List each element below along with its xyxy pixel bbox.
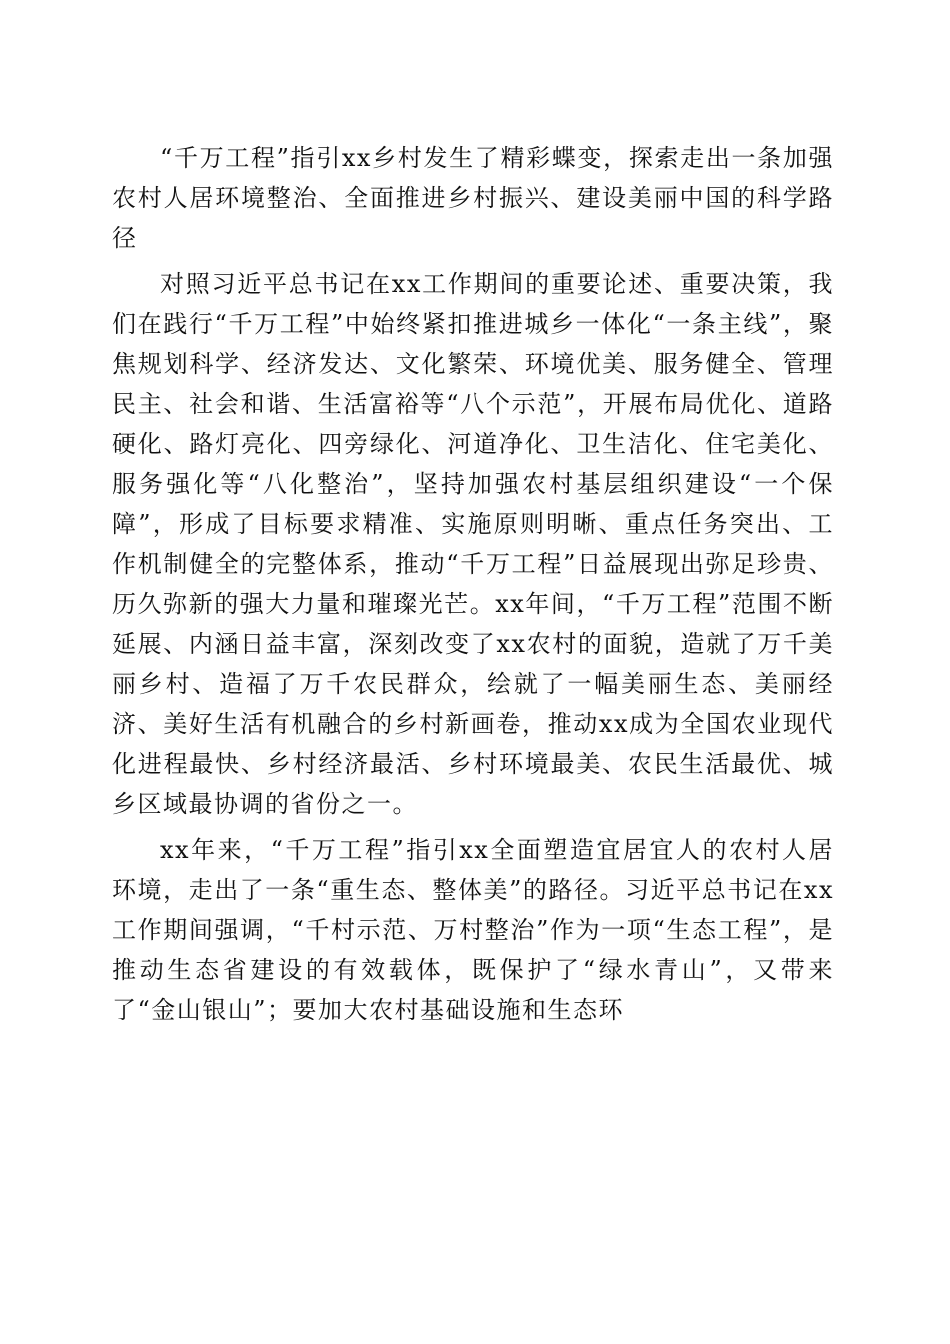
document-body xyxy=(112,138,834,1030)
body-paragraph: xx年来，“千万工程”指引xx全面塑造宜居宜人的农村人居环境，走出了一条“重生态、整体美”的路径。习近平总书记在xx工作期间强调，“千村示范、万村整治”作为一项“生态工程”，是推动生态省建设的有效载体，既保护了“绿水青山”，又带来了“金山银山”；要加大农村基础设施和生态环 xyxy=(112,836,834,1024)
section-heading-paragraph: “千万工程”指引xx乡村发生了精彩蝶变，探索走出一条加强农村人居环境整治、全面推进乡村振兴、建设美丽中国的科学路径 xyxy=(112,144,834,252)
body-paragraph: 对照习近平总书记在xx工作期间的重要论述、重要决策，我们在践行“千万工程”中始终紧扣推进城乡一体化“一条主线”，聚焦规划科学、经济发达、文化繁荣、环境优美、服务健全、管理民主、社会和谐、生活富裕等“八个示范”，开展布局优化、道路硬化、路灯亮化、四旁绿化、河道净化、卫生洁化、住宅美化、服务强化等“八化整治”，坚持加强农村基层组织建设“一个保障”，形成了目标要求精准、实施原则明晰、重点任务突出、工作机制健全的完整体系，推动“千万工程”日益展现出弥足珍贵、历久弥新的强大力量和璀璨光芒。xx年间，“千万工程”范围不断延展、内涵日益丰富，深刻改变了xx农村的面貌，造就了万千美丽乡村、造福了万千农民群众，绘就了一幅美丽生态、美丽经济、美好生活有机融合的乡村新画卷，推动xx成为全国农业现代化进程最快、乡村经济最活、乡村环境最美、农民生活最优、城乡区域最协调的省份之一。 xyxy=(112,270,834,818)
